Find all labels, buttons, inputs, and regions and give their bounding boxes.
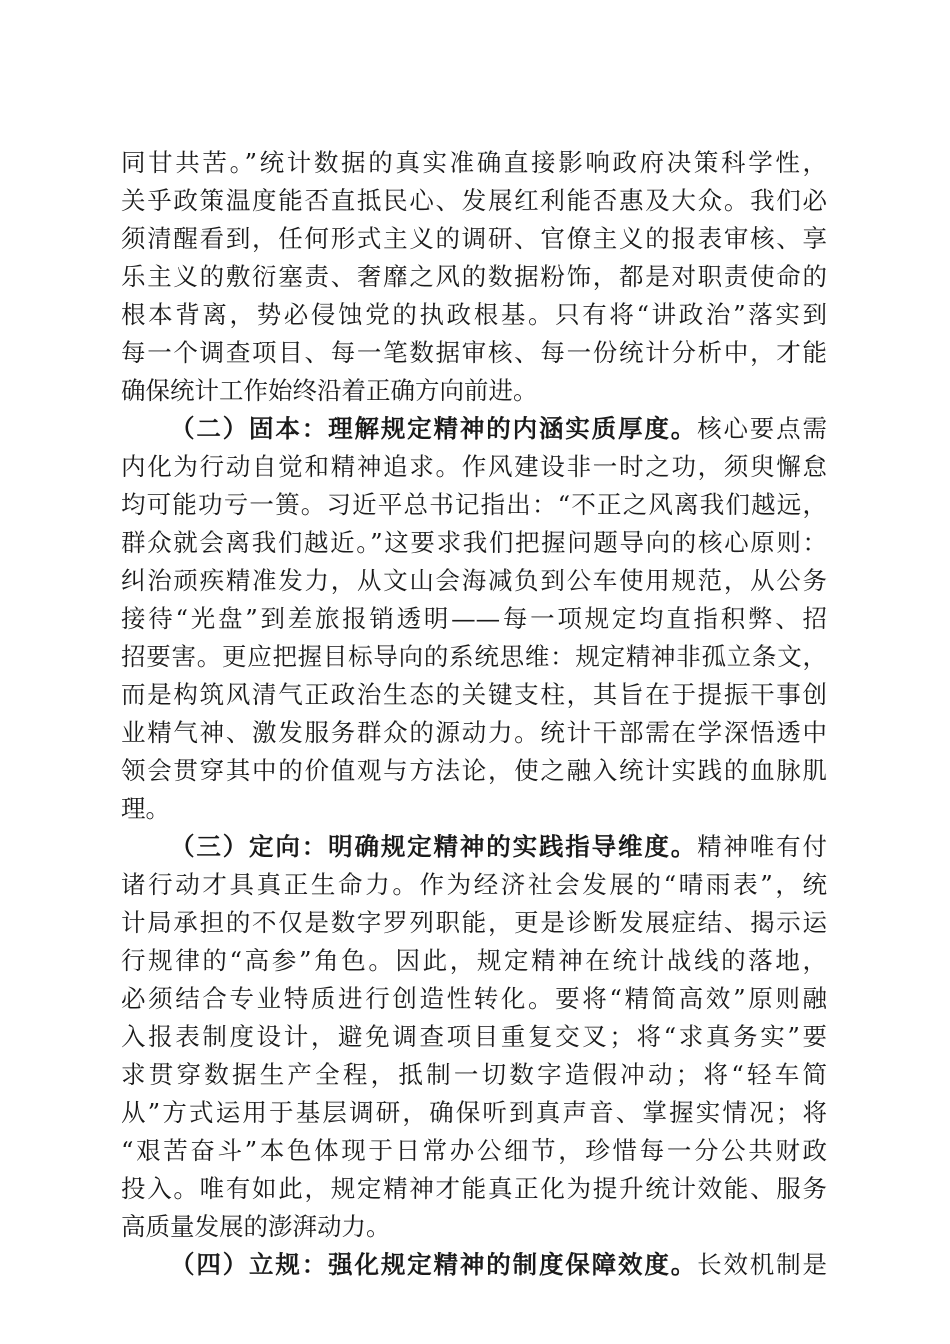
paragraph-4-first-line-text: 长效机制是 [697,1250,828,1279]
paragraph-2-line-7: 招要害。更应把握目标导向的系统思维：规定精神非孤立条文， [121,642,827,671]
paragraph-3-first-line-text: 精神唯有付 [697,832,828,861]
paragraph-1-line-4: 乐主义的敷衍塞责、奢靡之风的数据粉饰，都是对职责使命的 [121,262,827,291]
paragraph-3-line-2: 诸行动才具真正生命力。作为经济社会发展的“晴雨表”，统 [121,870,827,899]
paragraph-2-line-10: 领会贯穿其中的价值观与方法论，使之融入统计实践的血脉肌 [121,756,827,785]
paragraph-3-line-8: 从”方式运用于基层调研，确保听到真声音、掌握实情况；将 [121,1098,827,1127]
paragraph-2-line-11: 理。 [121,794,170,823]
paragraph-3-line-4: 行规律的“高参”角色。因此，规定精神在统计战线的落地， [121,946,827,975]
paragraph-2-line-8: 而是构筑风清气正政治生态的关键支柱，其旨在于提振干事创 [121,680,827,709]
paragraph-3-line-5: 必须结合专业特质进行创造性转化。要将“精简高效”原则融 [121,984,827,1013]
section-heading-3: （三）定向：明确规定精神的实践指导维度。 [170,832,698,861]
paragraph-2-line-6: 接待“光盘”到差旅报销透明——每一项规定均直指积弊、招 [121,604,827,633]
paragraph-3-line-6: 入报表制度设计，避免调查项目重复交叉；将“求真务实”要 [121,1022,827,1051]
paragraph-2-line-3: 均可能功亏一篑。习近平总书记指出：“不正之风离我们越远， [121,490,827,519]
paragraph-1-line-2: 关乎政策温度能否直抵民心、发展红利能否惠及大众。我们必 [121,186,827,215]
paragraph-1-line-1: 同甘共苦。”统计数据的真实准确直接影响政府决策科学性， [121,148,827,177]
paragraph-3-line-9: “艰苦奋斗”本色体现于日常办公细节，珍惜每一分公共财政 [121,1136,827,1165]
section-heading-4: （四）立规：强化规定精神的制度保障效度。 [170,1250,698,1279]
paragraph-2-first-line-text: 核心要点需 [697,414,828,443]
paragraph-3-line-11: 高质量发展的澎湃动力。 [121,1212,391,1241]
paragraph-2-line-4: 群众就会离我们越近。”这要求我们把握问题导向的核心原则： [121,528,827,557]
paragraph-2-first-line [170,411,827,447]
paragraph-2-line-9: 业精气神、激发服务群众的源动力。统计干部需在学深悟透中 [121,718,827,747]
paragraph-3-line-10: 投入。唯有如此，规定精神才能真正化为提升统计效能、服务 [121,1174,827,1203]
paragraph-1-line-5: 根本背离，势必侵蚀党的执政根基。只有将“讲政治”落实到 [121,300,827,329]
paragraph-3-line-7: 求贯穿数据生产全程，抵制一切数字造假冲动；将“轻车简 [121,1060,827,1089]
section-heading-2: （二）固本：理解规定精神的内涵实质厚度。 [170,414,698,443]
paragraph-1-line-3: 须清醒看到，任何形式主义的调研、官僚主义的报表审核、享 [121,224,827,253]
paragraph-3-first-line [170,829,827,865]
paragraph-2-line-5: 纠治顽疾精准发力，从文山会海减负到公车使用规范，从公务 [121,566,827,595]
paragraph-1-line-7: 确保统计工作始终沿着正确方向前进。 [121,376,538,405]
paragraph-2-line-2: 内化为行动自觉和精神追求。作风建设非一时之功，须臾懈怠 [121,452,827,481]
paragraph-4-first-line [170,1247,827,1283]
paragraph-3-line-3: 计局承担的不仅是数字罗列职能，更是诊断发展症结、揭示运 [121,908,827,937]
paragraph-1-line-6: 每一个调查项目、每一笔数据审核、每一份统计分析中，才能 [121,338,827,367]
